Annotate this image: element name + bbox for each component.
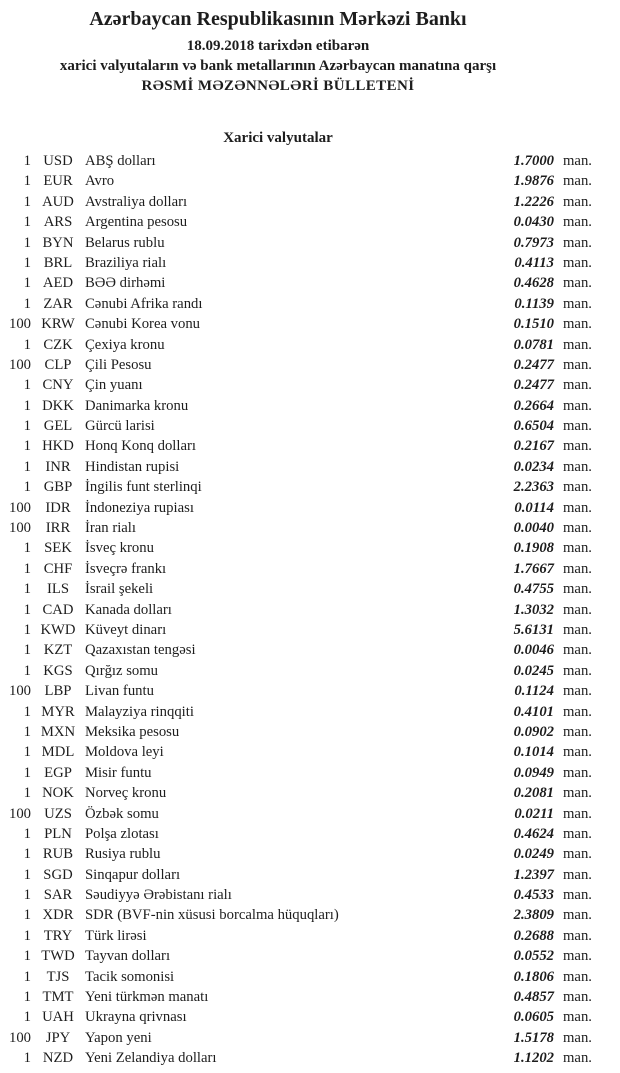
quantity-cell: 1 <box>23 397 31 414</box>
currency-code-cell: CHF <box>43 560 73 577</box>
rate-row <box>0 742 620 762</box>
rate-row <box>0 396 620 416</box>
rate-value-cell: 0.1124 <box>514 683 554 700</box>
currency-code-cell: JPY <box>45 1029 71 1046</box>
currency-name-cell: Argentina pesosu <box>85 214 188 231</box>
quantity-cell: 1 <box>23 418 31 435</box>
unit-cell: man. <box>563 662 592 679</box>
currency-name-cell: Gürcü larisi <box>85 418 155 435</box>
currency-name-cell: Belarus rublu <box>85 234 165 251</box>
rate-value-cell: 2.2363 <box>513 479 554 496</box>
currency-code-cell: MDL <box>41 744 75 761</box>
currency-name-cell: Livan funtu <box>85 683 154 700</box>
bulletin-title: RƏSMİ MƏZƏNNƏLƏRİ BÜLLETENİ <box>141 78 415 94</box>
rate-value-cell: 0.1806 <box>513 968 554 985</box>
unit-cell: man. <box>563 887 592 904</box>
unit-cell: man. <box>563 1050 592 1067</box>
rate-row <box>0 518 620 538</box>
rate-value-cell: 1.3032 <box>513 601 554 618</box>
unit-cell: man. <box>563 356 592 373</box>
rate-value-cell: 0.1510 <box>513 316 554 333</box>
currency-code-cell: PLN <box>44 825 72 842</box>
rate-value-cell: 0.4755 <box>513 581 554 598</box>
currency-code-cell: SEK <box>44 540 72 557</box>
rate-value-cell: 1.9876 <box>513 173 554 190</box>
unit-cell: man. <box>563 336 592 353</box>
bank-title: Azərbaycan Respublikasının Mərkəzi Bankı <box>89 8 467 30</box>
rate-value-cell: 1.7667 <box>513 560 554 577</box>
rate-row <box>0 987 620 1007</box>
unit-cell: man. <box>563 1029 592 1046</box>
rate-row <box>0 314 620 334</box>
currency-name-cell: İsveç kronu <box>85 540 154 557</box>
currency-name-cell: Türk lirəsi <box>85 927 147 944</box>
rate-value-cell: 0.2688 <box>513 927 554 944</box>
unit-cell: man. <box>563 825 592 842</box>
quantity-cell: 1 <box>23 295 31 312</box>
unit-cell: man. <box>563 520 592 537</box>
currency-name-cell: Ukrayna qrivnası <box>85 1009 187 1026</box>
rate-row <box>0 212 620 232</box>
currency-name-cell: Kanada dolları <box>85 601 172 618</box>
rate-row <box>0 1048 620 1068</box>
currency-code-cell: AED <box>42 275 74 292</box>
currency-code-cell: CLP <box>44 356 72 373</box>
currency-name-cell: İsveçrə frankı <box>85 560 167 577</box>
unit-cell: man. <box>563 723 592 740</box>
quantity-cell: 1 <box>23 581 31 598</box>
section-title: Xarici valyutalar <box>223 130 333 146</box>
rate-row <box>0 824 620 844</box>
rate-value-cell: 0.0211 <box>514 805 554 822</box>
rate-row <box>0 1028 620 1048</box>
unit-cell: man. <box>563 927 592 944</box>
currency-code-cell: ARS <box>43 214 73 231</box>
rate-value-cell: 5.6131 <box>513 621 554 638</box>
currency-code-cell: KZT <box>43 642 73 659</box>
rate-value-cell: 0.7973 <box>513 234 554 251</box>
quantity-cell: 100 <box>8 356 31 373</box>
rate-value-cell: 0.6504 <box>513 418 554 435</box>
unit-cell: man. <box>563 275 592 292</box>
quantity-cell: 100 <box>8 1029 31 1046</box>
currency-name-cell: Özbək somu <box>85 805 159 822</box>
quantity-cell: 1 <box>23 662 31 679</box>
quantity-cell: 1 <box>23 1009 31 1026</box>
rate-row <box>0 783 620 803</box>
rate-value-cell: 1.7000 <box>513 153 554 169</box>
unit-cell: man. <box>563 214 592 231</box>
currency-code-cell: RUB <box>42 846 74 863</box>
currency-name-cell: Hindistan rupisi <box>85 458 180 475</box>
quantity-cell: 1 <box>23 764 31 781</box>
rate-row <box>0 661 620 681</box>
currency-code-cell: UZS <box>44 805 72 822</box>
currency-name-cell: Avstraliya dolları <box>85 193 188 210</box>
currency-code-cell: TMT <box>42 989 74 1006</box>
currency-name-cell: Çexiya kronu <box>85 336 165 353</box>
currency-name-cell: Malayziya rinqqiti <box>85 703 194 720</box>
rate-value-cell: 0.4113 <box>514 254 554 271</box>
currency-code-cell: IRR <box>45 520 71 537</box>
rate-value-cell: 2.3809 <box>513 907 554 924</box>
unit-cell: man. <box>563 458 592 475</box>
unit-cell: man. <box>563 316 592 333</box>
currency-code-cell: TWD <box>41 948 75 965</box>
currency-code-cell: CAD <box>42 601 74 618</box>
quantity-cell: 1 <box>23 866 31 883</box>
unit-cell: man. <box>563 846 592 863</box>
unit-cell: man. <box>563 438 592 455</box>
currency-name-cell: Tacik somonisi <box>85 968 175 985</box>
unit-cell: man. <box>563 601 592 618</box>
rate-row <box>0 171 620 191</box>
unit-cell: man. <box>563 621 592 638</box>
rate-value-cell: 0.0040 <box>513 520 554 537</box>
rate-row <box>0 538 620 558</box>
rate-row <box>0 294 620 314</box>
rate-value-cell: 0.4628 <box>513 275 554 292</box>
currency-name-cell: Küveyt dinarı <box>85 621 167 638</box>
rate-row <box>0 865 620 885</box>
rate-row <box>0 273 620 293</box>
unit-cell: man. <box>563 499 592 516</box>
rate-value-cell: 0.2664 <box>513 397 554 414</box>
currency-name-cell: Danimarka kronu <box>85 397 189 414</box>
quantity-cell: 1 <box>23 153 31 169</box>
rate-value-cell: 0.0430 <box>513 214 554 231</box>
unit-cell: man. <box>563 193 592 210</box>
currency-code-cell: ZAR <box>43 295 73 312</box>
rate-row <box>0 804 620 824</box>
currency-name-cell: Honq Konq dolları <box>85 438 196 455</box>
rate-row <box>0 1007 620 1027</box>
rate-value-cell: 0.4624 <box>513 825 554 842</box>
quantity-cell: 1 <box>23 825 31 842</box>
unit-cell: man. <box>563 907 592 924</box>
rate-value-cell: 0.1139 <box>514 295 554 312</box>
rate-value-cell: 0.2167 <box>513 438 554 455</box>
unit-cell: man. <box>563 785 592 802</box>
rate-value-cell: 0.0245 <box>513 662 554 679</box>
currency-name-cell: İran rialı <box>85 520 136 537</box>
rate-value-cell: 0.0234 <box>513 458 554 475</box>
rate-row <box>0 600 620 620</box>
quantity-cell: 1 <box>23 438 31 455</box>
currency-code-cell: LBP <box>44 683 72 700</box>
currency-code-cell: MXN <box>40 723 76 740</box>
currency-name-cell: Cənubi Afrika randı <box>85 295 203 312</box>
rate-row <box>0 905 620 925</box>
currency-code-cell: KGS <box>43 662 73 679</box>
currency-name-cell: Səudiyyə Ərəbistanı rialı <box>85 887 232 904</box>
rate-value-cell: 0.0902 <box>513 723 554 740</box>
currency-code-cell: NZD <box>42 1050 74 1067</box>
rate-row <box>0 436 620 456</box>
currency-name-cell: ABŞ dolları <box>85 153 156 169</box>
rate-row <box>0 498 620 518</box>
unit-cell: man. <box>563 805 592 822</box>
rate-row <box>0 620 620 640</box>
currency-code-cell: GEL <box>43 418 73 435</box>
rates-table <box>0 151 620 1069</box>
rate-row <box>0 559 620 579</box>
currency-code-cell: HKD <box>42 438 74 455</box>
quantity-cell: 100 <box>8 683 31 700</box>
currency-code-cell: TJS <box>46 968 70 985</box>
quantity-cell: 1 <box>23 377 31 394</box>
rate-value-cell: 0.1908 <box>513 540 554 557</box>
quantity-cell: 1 <box>23 723 31 740</box>
rate-value-cell: 0.4533 <box>513 887 554 904</box>
currency-name-cell: Çili Pesosu <box>85 356 152 373</box>
rate-row <box>0 355 620 375</box>
currency-name-cell: Yeni türkmən manatı <box>85 989 209 1006</box>
currency-code-cell: CNY <box>42 377 74 394</box>
unit-cell: man. <box>563 744 592 761</box>
rate-value-cell: 0.0605 <box>513 1009 554 1026</box>
quantity-cell: 1 <box>23 1050 31 1067</box>
rate-row <box>0 253 620 273</box>
currency-code-cell: GBP <box>43 479 73 496</box>
quantity-cell: 1 <box>23 254 31 271</box>
currency-code-cell: MYR <box>41 703 75 720</box>
rate-value-cell: 1.2397 <box>513 866 554 883</box>
rate-row <box>0 885 620 905</box>
unit-cell: man. <box>563 254 592 271</box>
unit-cell: man. <box>563 377 592 394</box>
unit-cell: man. <box>563 234 592 251</box>
quantity-cell: 1 <box>23 601 31 618</box>
currency-code-cell: SAR <box>43 887 73 904</box>
rate-row <box>0 477 620 497</box>
unit-cell: man. <box>563 948 592 965</box>
currency-code-cell: DKK <box>42 397 74 414</box>
rate-row <box>0 233 620 253</box>
rate-value-cell: 0.2477 <box>513 377 554 394</box>
currency-code-cell: KWD <box>40 621 76 638</box>
quantity-cell: 1 <box>23 703 31 720</box>
rate-value-cell: 0.4857 <box>513 989 554 1006</box>
unit-cell: man. <box>563 989 592 1006</box>
currency-code-cell: ILS <box>46 581 70 598</box>
currency-code-cell: BYN <box>42 234 74 251</box>
rate-value-cell: 0.2477 <box>513 356 554 373</box>
unit-cell: man. <box>563 397 592 414</box>
currency-name-cell: Polşa zlotası <box>85 825 159 842</box>
unit-cell: man. <box>563 540 592 557</box>
rate-row <box>0 844 620 864</box>
rate-value-cell: 0.0249 <box>513 846 554 863</box>
unit-cell: man. <box>563 703 592 720</box>
unit-cell: man. <box>563 173 592 190</box>
rate-value-cell: 0.0781 <box>513 336 554 353</box>
currency-code-cell: USD <box>43 153 73 169</box>
subtitle-line: xarici valyutaların və bank metallarının Azərbaycan manatına qarşı <box>59 58 497 74</box>
quantity-cell: 1 <box>23 560 31 577</box>
currency-code-cell: UAH <box>42 1009 74 1026</box>
currency-name-cell: BƏƏ dirhəmi <box>85 275 166 292</box>
rate-value-cell: 1.2226 <box>513 193 554 210</box>
currency-name-cell: Avro <box>85 173 115 190</box>
quantity-cell: 1 <box>23 214 31 231</box>
currency-name-cell: Qazaxıstan tengəsi <box>85 642 196 659</box>
rate-row <box>0 967 620 987</box>
currency-code-cell: CZK <box>43 336 73 353</box>
quantity-cell: 1 <box>23 968 31 985</box>
unit-cell: man. <box>563 418 592 435</box>
rate-value-cell: 0.0949 <box>513 764 554 781</box>
unit-cell: man. <box>563 560 592 577</box>
quantity-cell: 1 <box>23 479 31 496</box>
rate-row <box>0 579 620 599</box>
rate-row <box>0 640 620 660</box>
unit-cell: man. <box>563 1009 592 1026</box>
rate-row <box>0 335 620 355</box>
rate-row <box>0 151 620 171</box>
currency-name-cell: SDR (BVF-nin xüsusi borcalma hüquqları) <box>85 907 339 924</box>
currency-code-cell: IDR <box>45 499 71 516</box>
rate-value-cell: 0.0552 <box>513 948 554 965</box>
currency-code-cell: BRL <box>43 254 73 271</box>
currency-name-cell: Rusiya rublu <box>85 846 161 863</box>
currency-code-cell: TRY <box>43 927 73 944</box>
rate-value-cell: 0.2081 <box>513 785 554 802</box>
rate-row <box>0 192 620 212</box>
unit-cell: man. <box>563 295 592 312</box>
currency-name-cell: Tayvan dolları <box>85 948 171 965</box>
rate-value-cell: 0.1014 <box>513 744 554 761</box>
currency-name-cell: Braziliya rialı <box>85 254 167 271</box>
quantity-cell: 1 <box>23 927 31 944</box>
currency-name-cell: Çin yuanı <box>85 377 143 394</box>
quantity-cell: 100 <box>8 499 31 516</box>
unit-cell: man. <box>563 479 592 496</box>
quantity-cell: 100 <box>8 316 31 333</box>
currency-code-cell: NOK <box>42 785 74 802</box>
rate-value-cell: 0.4101 <box>513 703 554 720</box>
currency-name-cell: Cənubi Korea vonu <box>85 316 201 333</box>
quantity-cell: 1 <box>23 744 31 761</box>
unit-cell: man. <box>563 581 592 598</box>
currency-name-cell: Qırğız somu <box>85 662 159 679</box>
currency-code-cell: EGP <box>44 764 72 781</box>
currency-code-cell: EUR <box>43 173 73 190</box>
unit-cell: man. <box>563 968 592 985</box>
effective-date-line: 18.09.2018 tarixdən etibarən <box>186 38 370 54</box>
rate-value-cell: 1.5178 <box>513 1029 554 1046</box>
currency-name-cell: Moldova leyi <box>85 744 164 761</box>
rate-row <box>0 416 620 436</box>
quantity-cell: 1 <box>23 948 31 965</box>
rate-value-cell: 1.1202 <box>513 1050 554 1067</box>
quantity-cell: 1 <box>23 989 31 1006</box>
currency-code-cell: AUD <box>42 193 74 210</box>
quantity-cell: 1 <box>23 540 31 557</box>
quantity-cell: 1 <box>23 458 31 475</box>
rate-row <box>0 375 620 395</box>
unit-cell: man. <box>563 764 592 781</box>
quantity-cell: 1 <box>23 642 31 659</box>
rate-row <box>0 946 620 966</box>
currency-code-cell: INR <box>45 458 71 475</box>
quantity-cell: 1 <box>23 193 31 210</box>
rate-row <box>0 926 620 946</box>
currency-name-cell: İngilis funt sterlinqi <box>85 479 202 496</box>
currency-name-cell: Sinqapur dolları <box>85 866 181 883</box>
currency-name-cell: Meksika pesosu <box>85 723 180 740</box>
rate-row <box>0 722 620 742</box>
quantity-cell: 1 <box>23 846 31 863</box>
currency-name-cell: Yeni Zelandiya dolları <box>85 1050 217 1067</box>
quantity-cell: 1 <box>23 907 31 924</box>
currency-name-cell: Norveç kronu <box>85 785 167 802</box>
rate-value-cell: 0.0114 <box>514 499 554 516</box>
header <box>0 0 556 97</box>
quantity-cell: 100 <box>8 805 31 822</box>
rate-value-cell: 0.0046 <box>513 642 554 659</box>
currency-name-cell: İsrail şekeli <box>85 581 154 598</box>
quantity-cell: 1 <box>23 621 31 638</box>
quantity-cell: 1 <box>23 275 31 292</box>
unit-cell: man. <box>563 683 592 700</box>
quantity-cell: 1 <box>23 887 31 904</box>
rate-row <box>0 702 620 722</box>
unit-cell: man. <box>563 866 592 883</box>
rate-row <box>0 681 620 701</box>
rate-row <box>0 763 620 783</box>
currency-name-cell: İndoneziya rupiası <box>85 499 194 516</box>
unit-cell: man. <box>563 153 592 169</box>
currency-code-cell: SGD <box>43 866 73 883</box>
quantity-cell: 1 <box>23 234 31 251</box>
currency-name-cell: Misir funtu <box>85 764 152 781</box>
currency-code-cell: XDR <box>42 907 74 924</box>
currency-name-cell: Yapon yeni <box>85 1029 152 1046</box>
currency-code-cell: KRW <box>41 316 75 333</box>
quantity-cell: 1 <box>23 173 31 190</box>
unit-cell: man. <box>563 642 592 659</box>
quantity-cell: 1 <box>23 336 31 353</box>
quantity-cell: 100 <box>8 520 31 537</box>
quantity-cell: 1 <box>23 785 31 802</box>
rate-row <box>0 457 620 477</box>
